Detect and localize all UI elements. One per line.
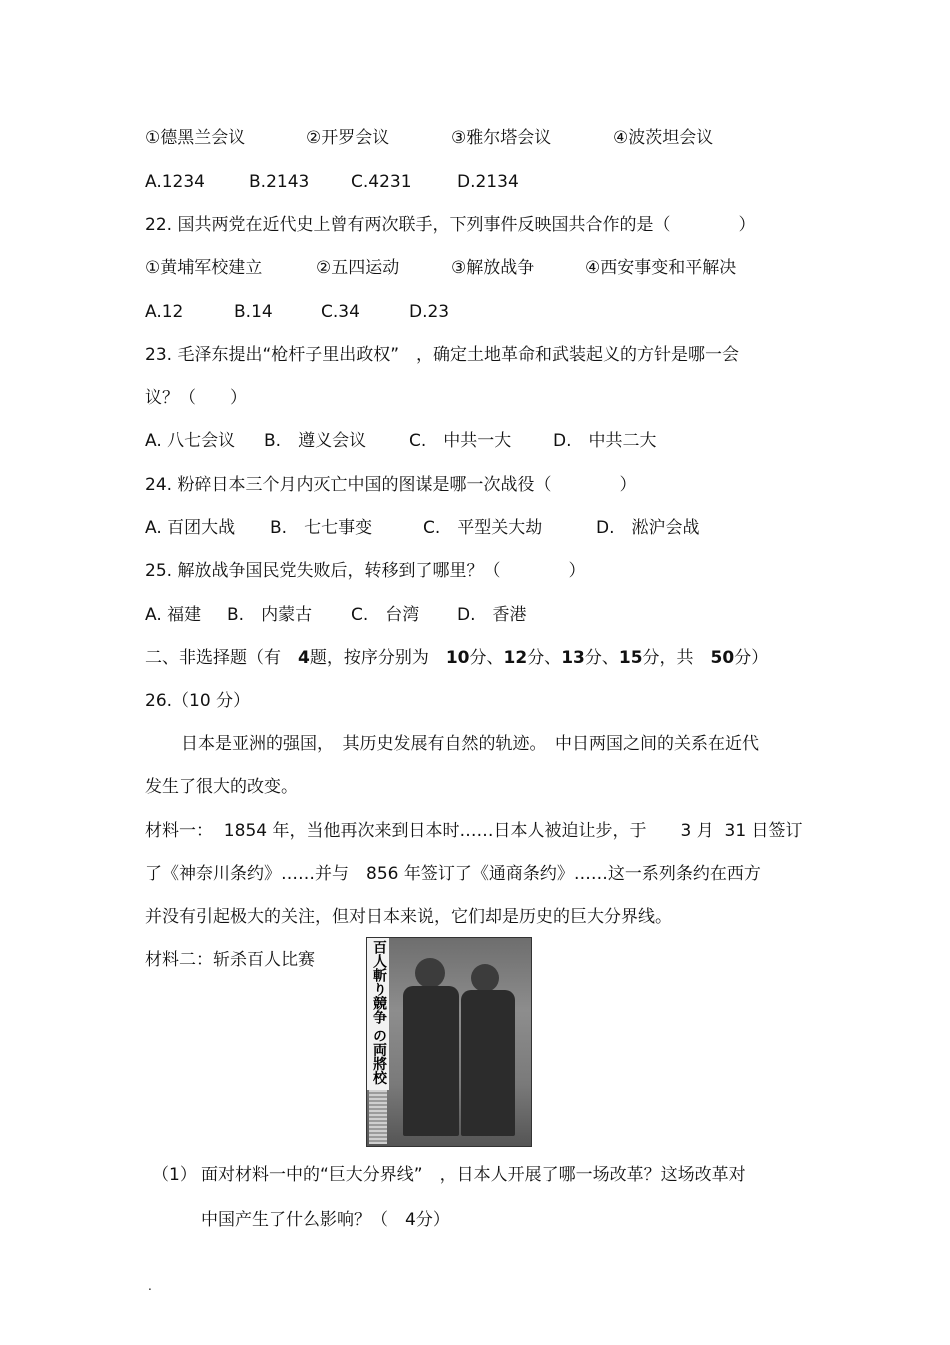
section2-heading xyxy=(145,647,768,669)
q26-sub1-number: （1） xyxy=(152,1165,197,1185)
q23-answer-d: D. 中共二大 xyxy=(553,431,657,451)
photo-caption: 百人斬り競争 の両將校 xyxy=(367,938,389,1090)
q23-answer-b: B. 遵义会议 xyxy=(264,431,367,451)
q25-answer-d: D. 香港 xyxy=(457,605,527,625)
q26-material2-label: 材料二：斩杀百人比赛 xyxy=(145,950,315,970)
section2-text-2: 分、 xyxy=(469,648,504,668)
q22-answer-b: B.14 xyxy=(234,302,273,322)
q24-answer-b: B. 七七事变 xyxy=(270,518,373,538)
q24-stem: 24. 粉碎日本三个月内灭亡中国的图谋是哪一次战役（ ） xyxy=(145,475,637,495)
q26-sub1-line2: 中国产生了什么影响？（ 4分） xyxy=(201,1210,450,1230)
q26-intro-line1: 日本是亚洲的强国， 其历史发展有自然的轨迹。 中日两国之间的关系在近代 xyxy=(181,734,759,754)
section2-score-2: 12 xyxy=(503,648,528,668)
q23-answer-a: A. 八七会议 xyxy=(145,431,236,451)
q21-answer-d: D.2134 xyxy=(457,172,519,192)
officer-right-head xyxy=(471,964,499,992)
q23-stem-line2: 议？（ ） xyxy=(145,388,247,408)
q22-option-2: ②五四运动 xyxy=(316,258,400,278)
photo-subcaption-decor xyxy=(369,1090,387,1144)
q25-stem: 25. 解放战争国民党失败后，转移到了哪里？（ ） xyxy=(145,561,586,581)
q21-option-2: ②开罗会议 xyxy=(306,128,390,148)
q26-material1-line2: 了《神奈川条约》……并与 856 年签订了《通商条约》……这一系列条约在西方 xyxy=(145,864,761,884)
q22-answer-a: A.12 xyxy=(145,302,184,322)
section2-text-4: 分、 xyxy=(584,648,619,668)
q22-option-1: ①黄埔军校建立 xyxy=(145,258,263,278)
material2-photo xyxy=(366,937,532,1147)
q22-answer-c: C.34 xyxy=(321,302,360,322)
q21-option-1: ①德黑兰会议 xyxy=(145,128,246,148)
q26-material1-line3: 并没有引起极大的关注，但对日本来说，它们却是历史的巨大分界线。 xyxy=(145,907,672,927)
q21-answer-a: A.1234 xyxy=(145,172,205,192)
section2-score-1: 10 xyxy=(445,648,470,668)
q24-answer-a: A. 百团大战 xyxy=(145,518,236,538)
q25-answer-b: B. 内蒙古 xyxy=(227,605,313,625)
section2-count: 4 xyxy=(298,648,310,668)
q22-option-4: ④西安事变和平解决 xyxy=(585,258,737,278)
section2-text-3: 分、 xyxy=(527,648,562,668)
q21-answer-b: B.2143 xyxy=(249,172,310,192)
q26-header: 26.（10 分） xyxy=(145,691,251,711)
section2-text-5: 分，共 xyxy=(642,648,711,668)
footer-mark: . xyxy=(148,1279,152,1293)
q25-answer-a: A. 福建 xyxy=(145,605,202,625)
q26-material1-line1: 材料一： 1854 年，当他再次来到日本时……日本人被迫让步，于 3 月 31 日签订 xyxy=(145,821,803,841)
q24-answer-d: D. 淞沪会战 xyxy=(596,518,700,538)
section2-score-3: 13 xyxy=(561,648,585,668)
q26-sub1-line1: 面对材料一中的“巨大分界线” ，日本人开展了哪一场改革？这场改革对 xyxy=(201,1165,746,1185)
section2-prefix: 二、非选择题（有 xyxy=(145,648,298,668)
section2-score-4: 15 xyxy=(618,648,643,668)
officer-left-head xyxy=(415,958,445,988)
q26-intro-line2: 发生了很大的改变。 xyxy=(145,777,298,797)
q21-answer-c: C.4231 xyxy=(351,172,412,192)
q24-answer-c: C. 平型关大劫 xyxy=(423,518,543,538)
q23-stem-line1: 23. 毛泽东提出“枪杆子里出政权” ，确定土地革命和武装起义的方针是哪一会 xyxy=(145,345,740,365)
q23-answer-c: C. 中共一大 xyxy=(409,431,512,451)
q22-answer-d: D.23 xyxy=(409,302,450,322)
section2-text-1: 题，按序分别为 xyxy=(309,648,446,668)
q25-answer-c: C. 台湾 xyxy=(351,605,420,625)
officer-left-figure xyxy=(403,986,459,1136)
section2-total: 50 xyxy=(710,648,735,668)
q22-stem: 22. 国共两党在近代史上曾有两次联手，下列事件反映国共合作的是（ ） xyxy=(145,215,756,235)
officer-right-figure xyxy=(461,990,515,1136)
q21-option-4: ④波茨坦会议 xyxy=(613,128,714,148)
q21-option-3: ③雅尔塔会议 xyxy=(451,128,552,148)
q22-option-3: ③解放战争 xyxy=(451,258,535,278)
section2-suffix: 分） xyxy=(734,648,769,668)
